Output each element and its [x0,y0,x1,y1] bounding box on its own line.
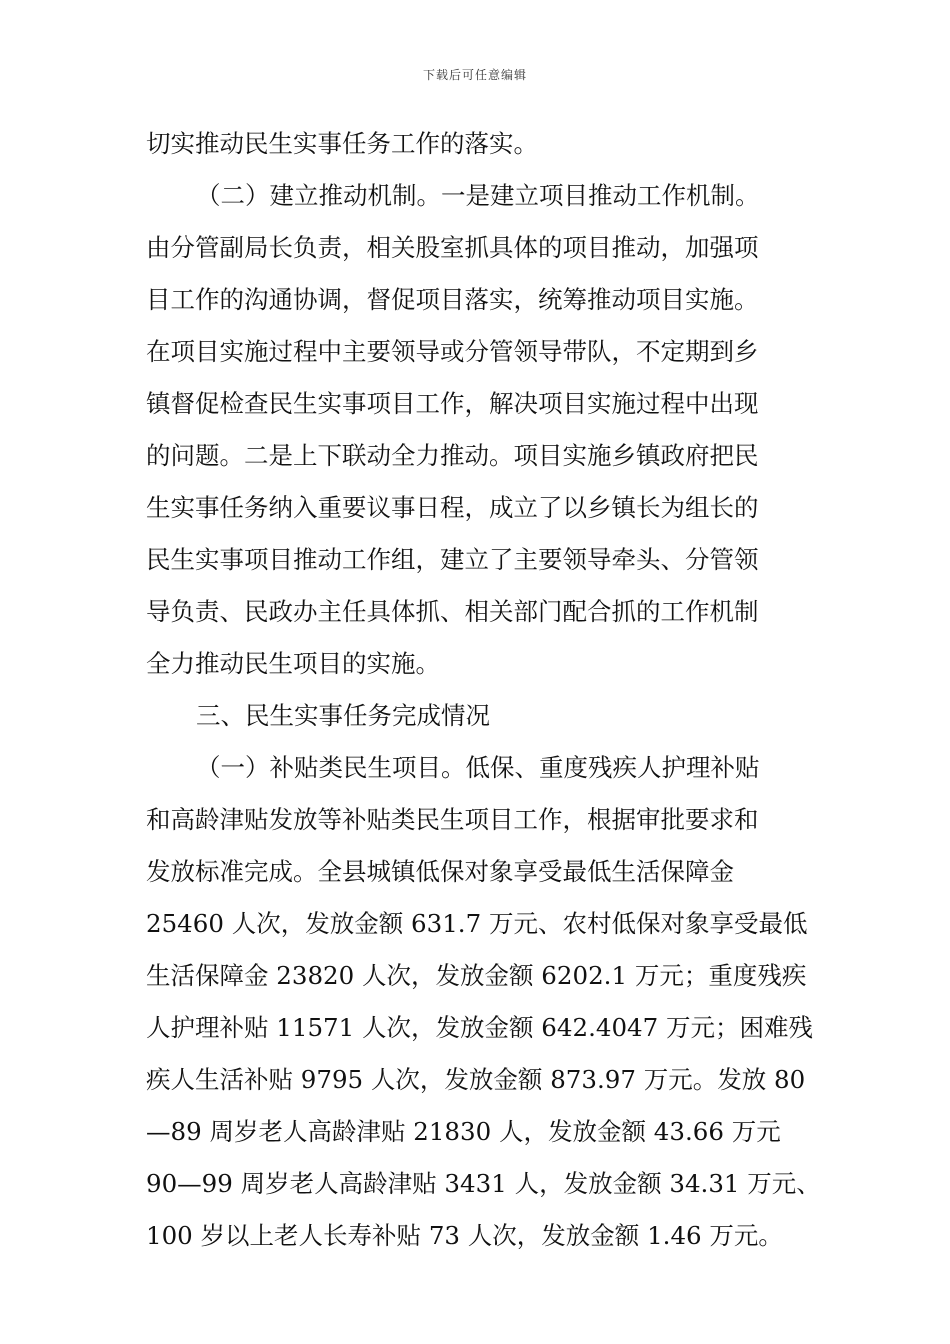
body-line: —89 周岁老人高龄津贴 21830 人，发放金额 43.66 万元 [146,1117,781,1146]
body-line: 人护理补贴 11571 人次，发放金额 642.4047 万元；困难残 [146,1013,813,1042]
body-line: 全力推动民生项目的实施。 [146,649,440,678]
body-line: 导负责、民政办主任具体抓、相关部门配合抓的工作机制 [146,597,759,626]
body-line: 镇督促检查民生实事项目工作，解决项目实施过程中出现 [146,389,759,418]
body-line: 和高龄津贴发放等补贴类民生项目工作，根据审批要求和 [146,805,759,834]
section-heading: 三、民生实事任务完成情况 [196,701,490,730]
paragraph-heading: （二）建立推动机制。一是建立项目推动工作机制。 [196,181,760,210]
body-line: 由分管副局长负责，相关股室抓具体的项目推动，加强项 [146,233,759,262]
body-line: 切实推动民生实事任务工作的落实。 [146,129,538,158]
body-line: 生实事任务纳入重要议事日程，成立了以乡镇长为组长的 [146,493,759,522]
body-line: 的问题。二是上下联动全力推动。项目实施乡镇政府把民 [146,441,759,470]
body-line: 目工作的沟通协调，督促项目落实，统筹推动项目实施。 [146,285,759,314]
body-line: 25460 人次，发放金额 631.7 万元、农村低保对象享受最低 [146,909,808,938]
body-line: 生活保障金 23820 人次，发放金额 6202.1 万元；重度残疾 [146,961,807,990]
body-line: 100 岁以上老人长寿补贴 73 人次，发放金额 1.46 万元。 [146,1221,783,1250]
body-line: 90—99 周岁老人高龄津贴 3431 人，发放金额 34.31 万元、 [146,1169,821,1198]
body-line: 发放标准完成。全县城镇低保对象享受最低生活保障金 [146,857,734,886]
body-line: 在项目实施过程中主要领导或分管领导带队，不定期到乡 [146,337,759,366]
paragraph-heading: （一）补贴类民生项目。低保、重度残疾人护理补贴 [196,753,760,782]
body-line: 疾人生活补贴 9795 人次，发放金额 873.97 万元。发放 80 [146,1065,806,1094]
body-line: 民生实事项目推动工作组，建立了主要领导牵头、分管领 [146,545,759,574]
page-header: 下载后可任意编辑 [422,68,527,82]
